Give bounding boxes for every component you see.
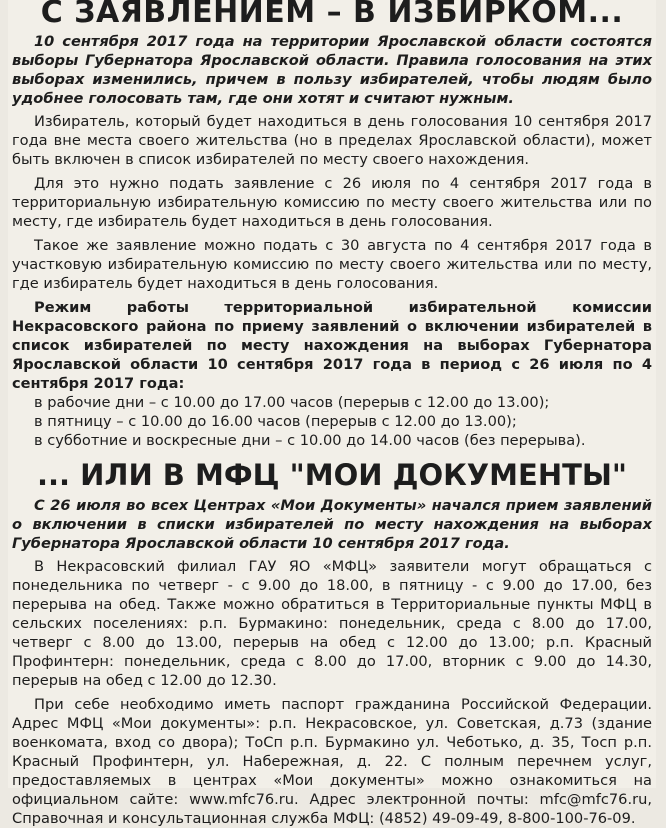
section2-paragraph-1: В Некрасовский филиал ГАУ ЯО «МФЦ» заявители могут обращаться с понедельника по четверг - с 9.00 до 18.00, в пятницу - с 9.00 до 17.00, без перерыва на обед. Также можно обратиться в Территориальные пункты МФЦ в сельских поселениях: р.п. Бурмакино: понедельник, среда с 8.00 до 17.00, четверг с 8.00 до 13.00, перерыв на обед с 12.00 до 13.00; р.п. Красный Профинтерн: понедельник, среда с 8.00 до 17.00, вторник с 9.00 до 14.30, перерыв на обед с 12.00 до 12.30.	[12, 558, 652, 689]
section1-paragraph-2: Для это нужно подать заявление с 26 июля по 4 сентября 2017 года в территориальную избирательную комиссию по месту своего жительства или по месту, где избиратель будет находиться в день голосования.	[12, 175, 652, 230]
section2-headline: ... ИЛИ В МФЦ "МОИ ДОКУМЕНТЫ"	[36, 458, 628, 492]
section1-paragraph-3: Такое же заявление можно подать с 30 августа по 4 сентября 2017 года в участковую избирательную комиссию по месту своего жительства или по месту, где избиратель будет находиться в день голосования.	[12, 237, 652, 292]
commission-schedule-heading: Режим работы территориальной избирательной комиссии Некрасовского района по приему заявлений о включении избирателей в список избирателей по месту нахождения на выборах Губернатора Ярославской области 10 сентября 2017 года в период с 26 июля по 4 сентября 2017 года:	[12, 299, 652, 392]
section2-lead: С 26 июля во всех Центрах «Мои Документы» начался прием заявлений о включении в списки избирателей по месту нахождения на выборах Губернатора Ярославской области 10 сентября 2017 года.	[12, 497, 652, 552]
schedule-item-friday: в пятницу – с 10.00 до 16.00 часов (перерыв с 12.00 до 13.00);	[34, 413, 517, 430]
section1-paragraph-1: Избиратель, который будет находиться в день голосования 10 сентября 2017 года вне места своего жительства (но в пределах Ярославской области), может быть включен в список избирателей по месту своего нахождения.	[12, 113, 652, 168]
section2-paragraph-2: При себе необходимо иметь паспорт гражданина Российской Федерации. Адрес МФЦ «Мои документы»: р.п. Некрасовское, ул. Советская, д.73 (здание военкомата, вход со двора); ТоСп р.п. Бурмакино ул. Чеботько, д. 35, Тосп р.п. Красный Профинтерн, ул. Набережная, д. 22. С полным перечнем услуг, предоставляемых в центрах «Мои документы» можно ознакомиться на официальном сайте: www.mfc76.ru. Адрес электронной почты: mfc@mfc76.ru, Справочная и консультационная служба МФЦ: (4852) 49-09-49, 8-800-100-76-09.	[12, 696, 652, 827]
schedule-item-weekend: в субботние и воскресные дни – с 10.00 до 14.00 часов (без перерыва).	[34, 432, 586, 449]
section1-lead: 10 сентября 2017 года на территории Ярославской области состоятся выборы Губернатора Ярославской области. Правила голосования на этих выборах изменились, причем в пользу избирателей, чтобы людям было удобнее голосовать там, где они хотят и считают нужным.	[12, 33, 652, 107]
commission-schedule-list	[12, 393, 652, 450]
schedule-item-weekdays: в рабочие дни – с 10.00 до 17.00 часов (перерыв с 12.00 до 13.00);	[34, 394, 550, 411]
section1-headline: С ЗАЯВЛЕНИЕМ – В ИЗБИРКОМ...	[40, 0, 624, 30]
newspaper-article	[8, 0, 656, 827]
